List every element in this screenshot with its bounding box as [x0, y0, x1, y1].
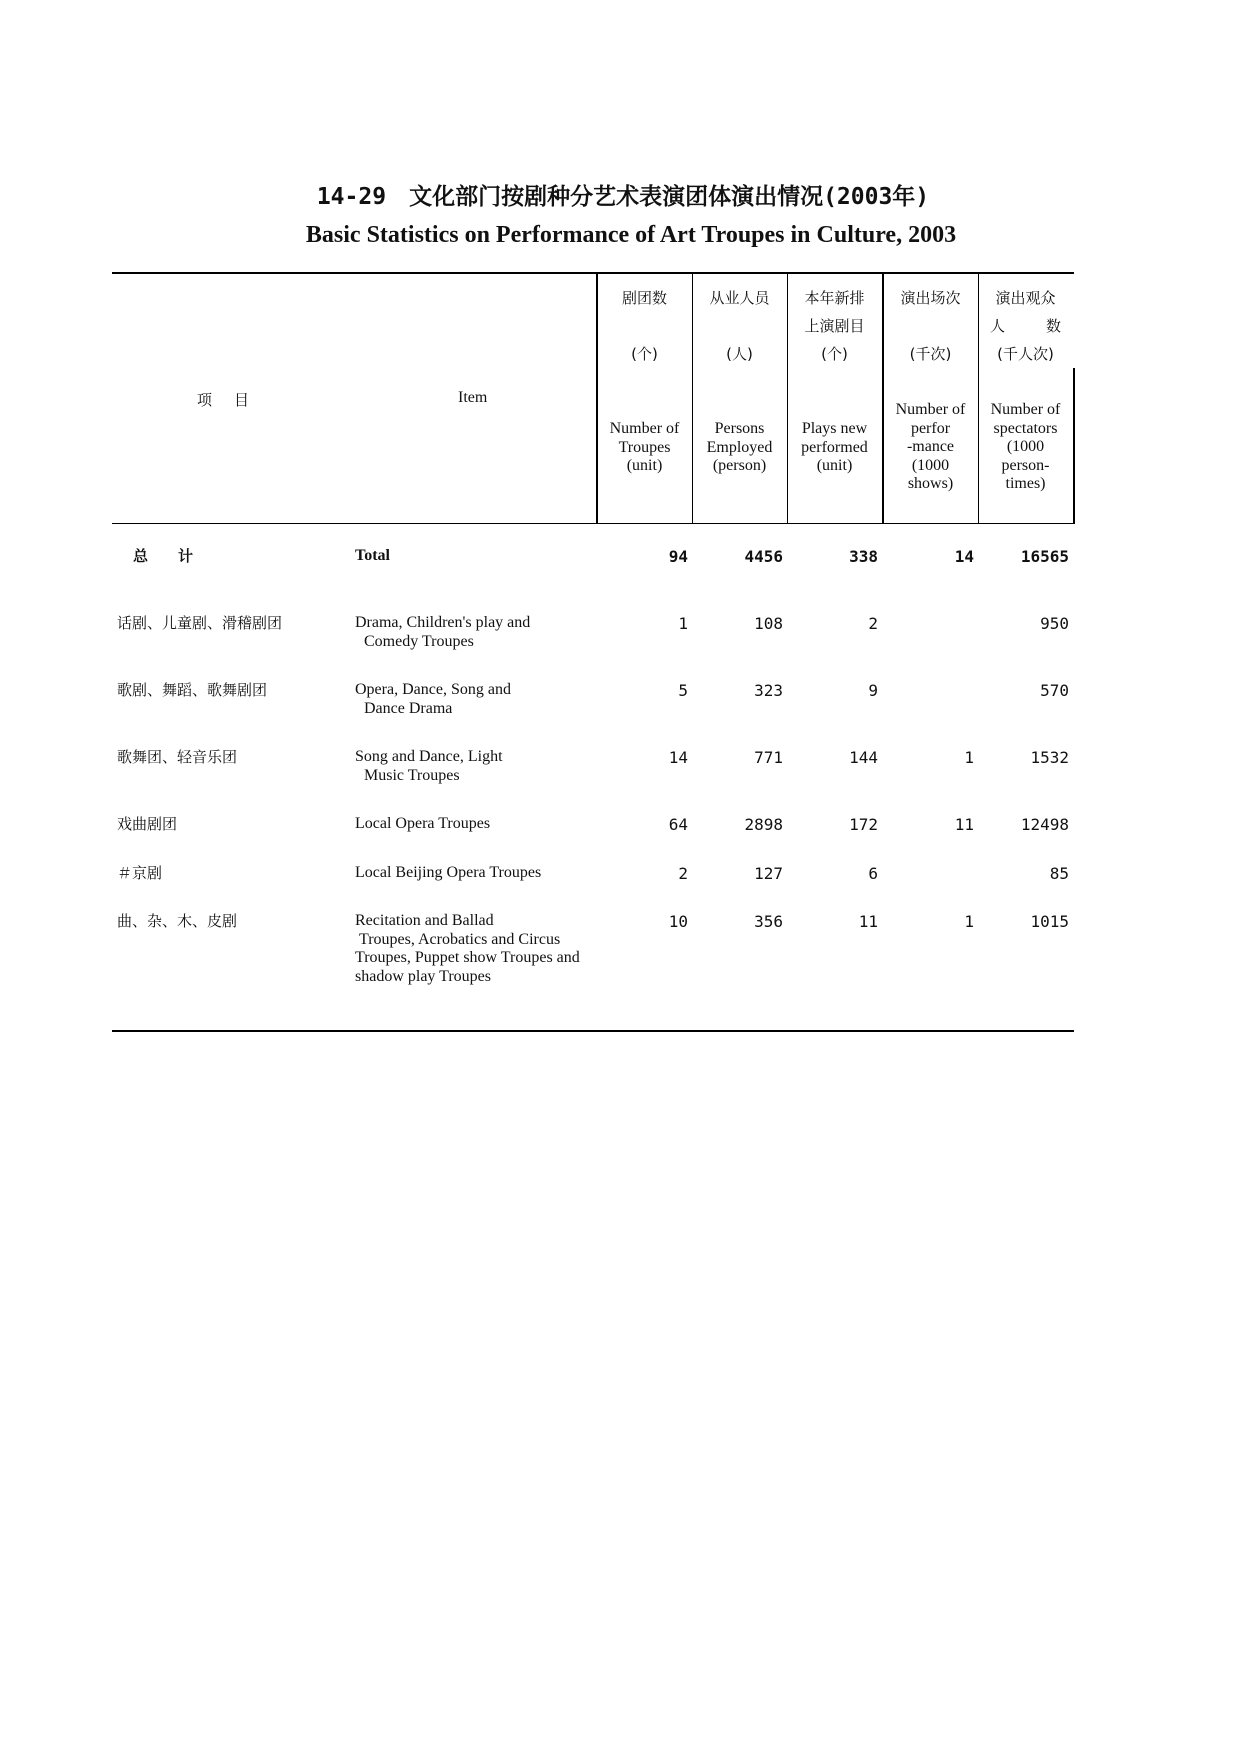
- row-label-en: Recitation and Ballad Troupes, Acrobatics and Circus Troupes, Puppet show Troupes and shadow play Troupes: [355, 912, 580, 985]
- cell-performances: 11: [954, 815, 974, 834]
- cell-new-plays: 172: [849, 815, 878, 834]
- cell-new-plays: 338: [849, 547, 878, 566]
- cell-spectators: 85: [1049, 864, 1069, 883]
- cell-performances: 1: [964, 748, 974, 767]
- header-item-chinese: 项目: [197, 393, 272, 409]
- table-title-english: Basic Statistics on Performance of Art Troupes in Culture, 2003: [305, 222, 957, 248]
- row-label-cn: 曲、杂、木、皮剧: [117, 912, 238, 930]
- row-label-en: Opera, Dance, Song and Dance Drama: [355, 681, 511, 717]
- cell-persons: 356: [754, 912, 783, 931]
- cell-persons: 323: [754, 681, 783, 700]
- header-bottom-rule: [112, 523, 1074, 524]
- cell-troupes: 94: [668, 547, 688, 566]
- cell-performances: 14: [954, 547, 974, 566]
- column-header-spectators: 演出观众 人 数 (千人次): [990, 289, 1061, 363]
- row-label-cn: 总计: [133, 547, 224, 565]
- column-divider: [1073, 368, 1075, 524]
- column-header-persons: 从业人员 (人): [709, 289, 770, 363]
- cell-performances: 1: [964, 912, 974, 931]
- row-label-en: Local Beijing Opera Troupes: [355, 864, 542, 881]
- row-label-en: Song and Dance, Light Music Troupes: [355, 748, 503, 784]
- header-item-english: Item: [458, 389, 488, 406]
- row-label-cn: ＃京剧: [117, 864, 163, 882]
- cell-spectators: 12498: [1020, 815, 1069, 834]
- cell-troupes: 2: [678, 864, 688, 883]
- table-bottom-rule: [112, 1030, 1074, 1032]
- cell-troupes: 64: [668, 815, 688, 834]
- cell-spectators: 570: [1040, 681, 1069, 700]
- cell-new-plays: 9: [868, 681, 878, 700]
- column-header-persons-en: Persons Employed (person): [706, 420, 773, 474]
- cell-new-plays: 6: [868, 864, 878, 883]
- cell-troupes: 1: [678, 614, 688, 633]
- row-label-cn: 歌舞团、轻音乐团: [117, 748, 238, 766]
- cell-persons: 2898: [744, 815, 783, 834]
- cell-new-plays: 2: [868, 614, 878, 633]
- cell-spectators: 16565: [1020, 547, 1069, 566]
- cell-new-plays: 11: [858, 912, 878, 931]
- cell-spectators: 1532: [1030, 748, 1069, 767]
- cell-troupes: 5: [678, 681, 688, 700]
- cell-persons: 4456: [744, 547, 783, 566]
- column-header-spectators-en: Number of spectators (1000 person- times): [990, 401, 1061, 492]
- column-header-new-plays: 本年新排 上演剧目 (个): [804, 289, 865, 363]
- table-top-rule: [112, 272, 1074, 274]
- cell-spectators: 950: [1040, 614, 1069, 633]
- table-title-chinese: 14-29 文化部门按剧种分艺术表演团体演出情况(2003年): [316, 184, 930, 210]
- row-label-cn: 话剧、儿童剧、滑稽剧团: [117, 614, 283, 632]
- cell-new-plays: 144: [849, 748, 878, 767]
- column-header-troupes: 剧团数 (个): [621, 289, 667, 363]
- row-label-en: Drama, Children's play and Comedy Troupes: [355, 614, 531, 650]
- cell-troupes: 10: [668, 912, 688, 931]
- cell-troupes: 14: [668, 748, 688, 767]
- row-label-en: Total: [355, 547, 390, 564]
- cell-persons: 127: [754, 864, 783, 883]
- column-header-performances-en: Number of perfor -mance (1000 shows): [895, 401, 966, 492]
- column-header-performances: 演出场次 (千次): [900, 289, 961, 363]
- cell-persons: 771: [754, 748, 783, 767]
- cell-persons: 108: [754, 614, 783, 633]
- column-header-troupes-en: Number of Troupes (unit): [609, 420, 680, 474]
- cell-spectators: 1015: [1030, 912, 1069, 931]
- row-label-cn: 戏曲剧团: [117, 815, 178, 833]
- column-header-new-plays-en: Plays new performed (unit): [801, 420, 868, 474]
- row-label-cn: 歌剧、舞蹈、歌舞剧团: [117, 681, 268, 699]
- row-label-en: Local Opera Troupes: [355, 815, 491, 832]
